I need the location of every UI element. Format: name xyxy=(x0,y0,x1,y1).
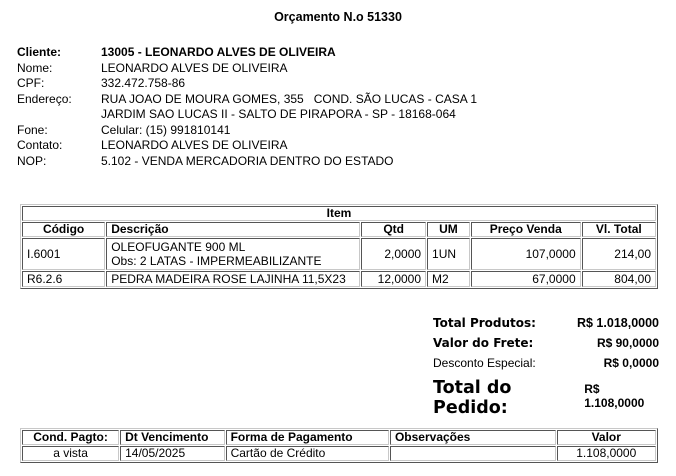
cpf-value: 332.472.758-86 xyxy=(101,76,186,90)
payment-table xyxy=(20,428,658,463)
contato-label: Contato: xyxy=(17,138,63,152)
cell-codigo: I.6001 xyxy=(22,238,105,270)
total-pedido-row xyxy=(433,378,659,418)
nome-label: Nome: xyxy=(17,60,53,75)
total-pedido-value: R$ 1.108,0000 xyxy=(584,382,645,410)
cell-preco: 107,0000 xyxy=(471,238,581,270)
total-produtos-value: R$ 1.018,0000 xyxy=(576,316,659,330)
descricao-obs: Obs: 2 LATAS - IMPERMEABILIZANTE xyxy=(111,254,322,268)
col-preco: Preço Venda xyxy=(471,222,581,237)
fone-value: Celular: (15) 991810141 xyxy=(101,122,231,137)
total-produtos-label: Total Produtos: xyxy=(433,316,536,330)
endereco-row xyxy=(17,92,477,108)
valor-frete-value: R$ 90,0000 xyxy=(596,336,659,350)
endereco-line2: JARDIM SAO LUCAS II - SALTO DE PIRAPORA - SP - 18168-064 xyxy=(101,107,456,121)
cpf-label: CPF: xyxy=(17,76,45,90)
cell-um: M2 xyxy=(427,271,470,287)
descricao-text: OLEOFUGANTE 900 ML xyxy=(111,240,246,254)
contato-row xyxy=(17,138,477,154)
cell-descricao: PEDRA MADEIRA ROSE LAJINHA 11,5X23 xyxy=(106,271,360,287)
cell-qtd: 2,0000 xyxy=(361,238,426,270)
fone-label: Fone: xyxy=(17,122,48,137)
items-table xyxy=(20,204,658,289)
page-title: Orçamento N.o 51330 xyxy=(274,10,402,24)
table-row xyxy=(22,238,656,270)
items-header-row xyxy=(22,222,656,237)
cliente-value: 13005 - LEONARDO ALVES DE OLIVEIRA xyxy=(101,45,336,59)
cell-codigo: R6.2.6 xyxy=(22,271,105,287)
cell-cond: a vista xyxy=(22,446,119,461)
cell-qtd: 12,0000 xyxy=(361,271,426,287)
table-row xyxy=(22,271,656,287)
col-um: UM xyxy=(427,222,470,237)
cpf-row xyxy=(17,76,477,92)
valor-frete-row xyxy=(433,336,659,356)
col-qtd: Qtd xyxy=(361,222,426,237)
total-pedido-label: Total do Pedido: xyxy=(433,378,512,418)
endereco-line1: RUA JOAO DE MOURA GOMES, 355 COND. SÃO LUCAS - CASA 1 xyxy=(101,91,478,106)
nop-label: NOP: xyxy=(17,153,47,168)
fone-row xyxy=(17,123,477,139)
col-dt-vencimento: Dt Vencimento xyxy=(120,430,225,445)
cell-um: 1UN xyxy=(427,238,470,270)
nome-row xyxy=(17,61,477,77)
nop-row xyxy=(17,154,477,170)
desconto-value: R$ 0,0000 xyxy=(603,356,659,370)
nop-value: 5.102 - VENDA MERCADORIA DENTRO DO ESTADO xyxy=(101,153,394,168)
cell-preco: 67,0000 xyxy=(471,271,581,287)
total-produtos-row xyxy=(433,316,659,336)
spacer xyxy=(17,107,101,123)
client-row xyxy=(17,45,477,61)
col-cond-pagto: Cond. Pagto: xyxy=(22,430,119,445)
col-valor: Valor xyxy=(557,430,657,445)
cell-valor: 1.108,0000 xyxy=(557,446,657,461)
cell-vencimento: 14/05/2025 xyxy=(120,446,225,461)
client-info xyxy=(17,45,477,169)
table-row xyxy=(22,446,656,461)
desconto-row xyxy=(433,356,659,376)
payment-header-row xyxy=(22,430,656,445)
cell-total: 804,00 xyxy=(582,271,656,287)
desconto-label: Desconto Especial: xyxy=(433,356,536,370)
cell-forma: Cartão de Crédito xyxy=(226,446,389,461)
cell-descricao xyxy=(106,238,360,270)
cell-obs xyxy=(390,446,556,461)
cliente-label: Cliente: xyxy=(17,45,62,59)
items-title: Item xyxy=(22,206,656,221)
valor-frete-label: Valor do Frete: xyxy=(433,336,534,350)
nome-value: LEONARDO ALVES DE OLIVEIRA xyxy=(101,60,288,75)
col-forma-pagamento: Forma de Pagamento xyxy=(226,430,389,445)
endereco-label: Endereço: xyxy=(17,91,72,106)
col-descricao: Descrição xyxy=(106,222,360,237)
endereco-row-2 xyxy=(17,107,477,123)
col-codigo: Código xyxy=(22,222,105,237)
col-total: Vl. Total xyxy=(582,222,656,237)
col-observacoes: Observações xyxy=(390,430,556,445)
totals-block xyxy=(433,316,659,418)
contato-value: LEONARDO ALVES DE OLIVEIRA xyxy=(101,138,288,152)
cell-total: 214,00 xyxy=(582,238,656,270)
